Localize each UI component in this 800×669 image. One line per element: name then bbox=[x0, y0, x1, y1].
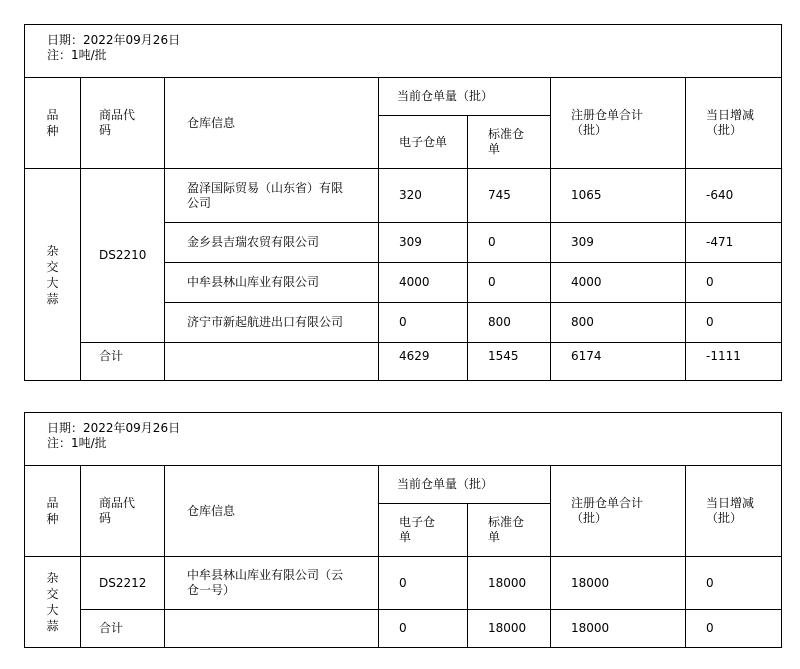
warehouse-receipt-table-2 bbox=[24, 412, 781, 648]
registered-value: 309 bbox=[551, 223, 686, 263]
total-registered: 18000 bbox=[551, 610, 686, 648]
header-electronic: 电子仓单 bbox=[379, 116, 468, 169]
variety-cell: 杂 交 大 蒜 bbox=[25, 557, 81, 648]
header-registered-total: 注册仓单合计 （批） bbox=[551, 78, 686, 169]
date-line: 日期：2022年09月26日 bbox=[47, 33, 181, 47]
total-registered: 6174 bbox=[551, 343, 686, 381]
electronic-value: 4000 bbox=[379, 263, 468, 303]
header-warehouse-info: 仓库信息 bbox=[165, 78, 379, 169]
total-electronic: 0 bbox=[379, 610, 468, 648]
product-code: DS2210 bbox=[81, 169, 165, 343]
date-line: 日期：2022年09月26日 bbox=[47, 421, 181, 435]
standard-value: 745 bbox=[468, 169, 551, 223]
header-product-code: 商品代 码 bbox=[81, 78, 165, 169]
standard-value: 0 bbox=[468, 223, 551, 263]
registered-value: 18000 bbox=[551, 557, 686, 610]
table-row bbox=[25, 169, 782, 223]
standard-value: 800 bbox=[468, 303, 551, 343]
total-label: 合计 bbox=[81, 343, 165, 381]
header-product-code: 商品代 码 bbox=[81, 466, 165, 557]
change-value: -640 bbox=[686, 169, 782, 223]
header-variety: 品 种 bbox=[25, 466, 81, 557]
change-value: 0 bbox=[686, 263, 782, 303]
note-line: 注：1吨/批 bbox=[47, 436, 107, 450]
header-current-receipts: 当前仓单量（批） bbox=[379, 466, 551, 504]
standard-value: 0 bbox=[468, 263, 551, 303]
total-row bbox=[25, 610, 782, 648]
change-value: -471 bbox=[686, 223, 782, 263]
note-line: 注：1吨/批 bbox=[47, 48, 107, 62]
electronic-value: 309 bbox=[379, 223, 468, 263]
table-row bbox=[25, 557, 782, 610]
product-code: DS2212 bbox=[81, 557, 165, 610]
registered-value: 4000 bbox=[551, 263, 686, 303]
electronic-value: 0 bbox=[379, 557, 468, 610]
warehouse-name: 中牟县林山库业有限公司 bbox=[165, 263, 379, 303]
registered-value: 1065 bbox=[551, 169, 686, 223]
header-warehouse-info: 仓库信息 bbox=[165, 466, 379, 557]
total-row bbox=[25, 343, 782, 381]
warehouse-name: 济宁市新起航进出口有限公司 bbox=[165, 303, 379, 343]
standard-value: 18000 bbox=[468, 557, 551, 610]
warehouse-name: 盈泽国际贸易（山东省）有限 公司 bbox=[165, 169, 379, 223]
change-value: 0 bbox=[686, 557, 782, 610]
total-label: 合计 bbox=[81, 610, 165, 648]
total-electronic: 4629 bbox=[379, 343, 468, 381]
header-variety: 品 种 bbox=[25, 78, 81, 169]
total-warehouse-empty bbox=[165, 343, 379, 381]
total-warehouse-empty bbox=[165, 610, 379, 648]
registered-value: 800 bbox=[551, 303, 686, 343]
table-meta bbox=[25, 25, 782, 78]
header-daily-change: 当日增减 （批） bbox=[686, 466, 782, 557]
warehouse-name: 金乡县吉瑞农贸有限公司 bbox=[165, 223, 379, 263]
total-standard: 18000 bbox=[468, 610, 551, 648]
warehouse-name: 中牟县林山库业有限公司（云 仓一号） bbox=[165, 557, 379, 610]
header-standard: 标准仓 单 bbox=[468, 116, 551, 169]
total-change: 0 bbox=[686, 610, 782, 648]
total-standard: 1545 bbox=[468, 343, 551, 381]
header-standard: 标准仓 单 bbox=[468, 504, 551, 557]
table-meta bbox=[25, 413, 782, 466]
total-change: -1111 bbox=[686, 343, 782, 381]
header-daily-change: 当日增减 （批） bbox=[686, 78, 782, 169]
change-value: 0 bbox=[686, 303, 782, 343]
header-electronic: 电子仓 单 bbox=[379, 504, 468, 557]
electronic-value: 0 bbox=[379, 303, 468, 343]
electronic-value: 320 bbox=[379, 169, 468, 223]
warehouse-receipt-table-1 bbox=[24, 24, 781, 381]
header-registered-total: 注册仓单合计 （批） bbox=[551, 466, 686, 557]
variety-cell: 杂 交 大 蒜 bbox=[25, 169, 81, 381]
header-current-receipts: 当前仓单量（批） bbox=[379, 78, 551, 116]
